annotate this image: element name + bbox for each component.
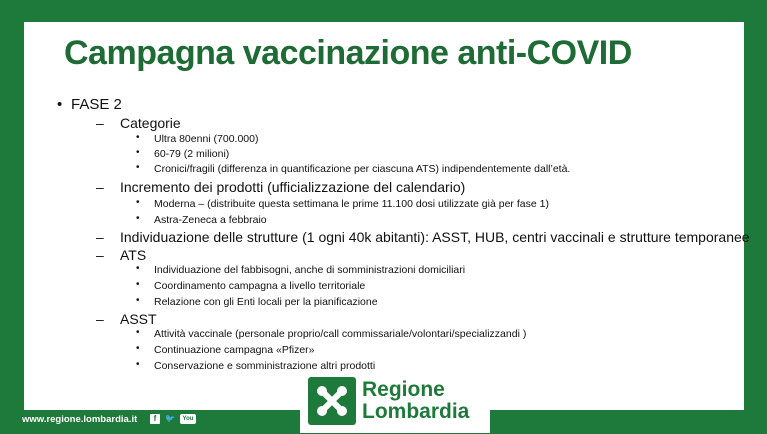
bullet-line-level-1 bbox=[57, 96, 122, 113]
logo-line-2: Lombardia bbox=[362, 400, 470, 423]
bullet-text: 60-79 (2 milioni) bbox=[154, 148, 230, 160]
bullet-mark: • bbox=[136, 162, 140, 173]
bullet-text: Individuazione delle strutture (1 ogni 40k abitanti): ASST, HUB, centri vaccinali e strutture temporanee bbox=[120, 229, 750, 245]
bullet-line-level-3 bbox=[136, 279, 366, 292]
bullet-mark: • bbox=[136, 343, 140, 354]
logo-text bbox=[362, 379, 469, 423]
bullet-mark: • bbox=[136, 213, 140, 224]
logo-emblem-icon bbox=[308, 377, 356, 425]
bullet-mark: • bbox=[136, 359, 140, 370]
bullet-text: ASST bbox=[120, 311, 157, 327]
bullet-line-level-2 bbox=[96, 247, 147, 263]
website-url[interactable]: www.regione.lombardia.it bbox=[22, 414, 138, 425]
bullet-text: Astra-Zeneca a febbraio bbox=[154, 214, 267, 226]
bullet-mark: – bbox=[96, 115, 104, 131]
bullet-text: Incremento dei prodotti (ufficializzazione del calendario) bbox=[120, 179, 466, 195]
bullet-line-level-2 bbox=[96, 311, 157, 327]
bullet-text: FASE 2 bbox=[71, 96, 122, 113]
bullet-mark: • bbox=[136, 295, 140, 306]
bullet-text: Moderna – (distribuite questa settimana le prime 11.100 dosi utilizzate già per fase 1) bbox=[154, 198, 549, 210]
bullet-line-level-3 bbox=[136, 263, 466, 276]
bullet-line-level-3 bbox=[136, 359, 376, 372]
bullet-line-level-3 bbox=[136, 213, 267, 226]
bullet-mark: – bbox=[96, 229, 104, 245]
bullet-mark: • bbox=[57, 96, 63, 113]
bullet-line-level-3 bbox=[136, 147, 230, 160]
bullet-mark: • bbox=[136, 263, 140, 274]
bullet-mark: – bbox=[96, 247, 104, 263]
bullet-mark: • bbox=[136, 197, 140, 208]
bullet-line-level-3 bbox=[136, 343, 315, 356]
bullet-line-level-3 bbox=[136, 295, 378, 308]
slide bbox=[24, 22, 750, 410]
bullet-line-level-3 bbox=[136, 162, 571, 175]
bullet-mark: • bbox=[136, 132, 140, 143]
bullet-text: Categorie bbox=[120, 115, 181, 131]
bullet-text: Coordinamento campagna a livello territoriale bbox=[154, 280, 366, 292]
facebook-icon[interactable]: f bbox=[150, 414, 160, 424]
bullet-mark: – bbox=[96, 179, 104, 195]
twitter-icon[interactable]: 🐦 bbox=[165, 414, 175, 423]
bullet-text: Relazione con gli Enti locali per la pianificazione bbox=[154, 296, 378, 308]
bullet-text: Cronici/fragili (differenza in quantificazione per ciascuna ATS) indipendentemente dall’età. bbox=[154, 163, 571, 175]
slide-title: Campagna vaccinazione anti-COVID bbox=[64, 34, 632, 72]
bullet-text: Conservazione e somministrazione altri prodotti bbox=[154, 360, 376, 372]
bullet-line-level-3 bbox=[136, 197, 549, 210]
bullet-mark: • bbox=[136, 327, 140, 338]
bullet-mark: • bbox=[136, 279, 140, 290]
bullet-mark: – bbox=[96, 311, 104, 327]
bullet-text: Ultra 80enni (700.000) bbox=[154, 133, 259, 145]
bullet-text: ATS bbox=[120, 247, 147, 263]
youtube-icon[interactable]: You Tube bbox=[181, 416, 195, 432]
bullet-line-level-2 bbox=[96, 179, 466, 195]
bullet-text: Continuazione campagna «Pfizer» bbox=[154, 344, 315, 356]
bullet-line-level-3 bbox=[136, 327, 527, 340]
bullet-text: Attività vaccinale (personale proprio/call commissariale/volontari/specializzandi ) bbox=[154, 328, 527, 340]
bullet-text: Individuazione del fabbisogni, anche di somministrazioni domiciliari bbox=[154, 264, 466, 276]
regione-lombardia-logo bbox=[300, 374, 490, 433]
logo-line-1: Regione bbox=[362, 378, 445, 401]
bullet-line-level-2 bbox=[96, 115, 181, 131]
bullet-mark: • bbox=[136, 147, 140, 158]
bullet-line-level-3 bbox=[136, 132, 259, 145]
bullet-line-level-2 bbox=[96, 229, 750, 245]
